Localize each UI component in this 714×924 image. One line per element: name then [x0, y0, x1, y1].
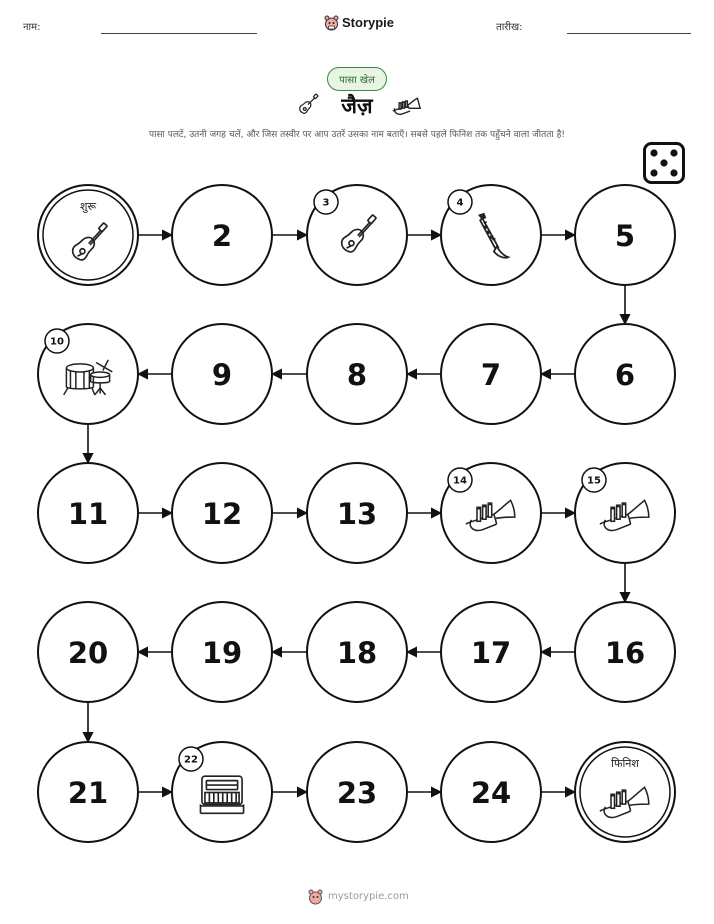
board-cell — [307, 742, 407, 842]
space-number: 9 — [211, 358, 233, 392]
board-cell — [172, 602, 272, 702]
space-number: 20 — [67, 636, 109, 670]
board-cell — [172, 185, 272, 285]
space-number: 2 — [211, 219, 233, 253]
page-title: जैज़ — [341, 94, 373, 118]
space-number: 14 — [453, 475, 467, 487]
board-cell — [575, 602, 675, 702]
board-cell — [307, 463, 407, 563]
instructions: पासा पलटें, उतनी जगह चलें, और जिस तस्वीर पर आप उतरें उसका नाम बताएँ। सबसे पहले फिनिश तक पहुँचने वाला जीतता है! — [149, 130, 565, 140]
space-number: 4 — [456, 197, 464, 209]
board-cell — [38, 463, 138, 563]
space-number: 10 — [50, 336, 64, 348]
board-cell — [441, 742, 541, 842]
board-cell — [441, 185, 541, 285]
space-number: 16 — [604, 636, 646, 670]
board-cell-finish — [575, 742, 675, 842]
board-cell — [38, 742, 138, 842]
board-cell — [307, 602, 407, 702]
board-cell — [38, 602, 138, 702]
space-number: 18 — [336, 636, 378, 670]
board-cell — [307, 324, 407, 424]
board-cell — [575, 463, 675, 563]
space-number: 12 — [201, 497, 243, 531]
footer — [308, 887, 409, 905]
space-number: 22 — [184, 754, 198, 766]
space-number: 17 — [470, 636, 512, 670]
board-cell-start — [38, 185, 138, 285]
board-cell — [575, 324, 675, 424]
storypie-mascot-icon — [308, 888, 323, 905]
board-cell — [172, 324, 272, 424]
name-label: नाम: — [23, 22, 41, 33]
space-number: 21 — [67, 776, 109, 810]
finish-label: फिनिश — [611, 757, 639, 770]
board-cells — [38, 185, 675, 842]
space-number: 11 — [67, 497, 109, 531]
space-number: 3 — [322, 197, 330, 209]
board-cell — [38, 324, 138, 424]
board-cell — [575, 185, 675, 285]
board-cell — [441, 602, 541, 702]
space-number: 15 — [587, 475, 601, 487]
space-number: 8 — [346, 358, 368, 392]
board-cell — [441, 463, 541, 563]
footer-site: mystorypie.com — [328, 890, 409, 902]
board-cell — [172, 742, 272, 842]
start-label: शुरू — [79, 200, 97, 213]
space-number: 19 — [201, 636, 243, 670]
game-type-badge: पासा खेल — [327, 67, 387, 91]
board-cell — [172, 463, 272, 563]
space-number: 13 — [336, 497, 378, 531]
space-number: 7 — [480, 358, 502, 392]
date-label: तारीख: — [496, 22, 523, 33]
space-number: 6 — [614, 358, 636, 392]
space-number: 5 — [614, 219, 636, 253]
board-cell — [307, 185, 407, 285]
board-cell — [441, 324, 541, 424]
space-number: 23 — [336, 776, 378, 810]
brand-name: Storypie — [342, 14, 395, 30]
space-number: 24 — [470, 776, 512, 810]
